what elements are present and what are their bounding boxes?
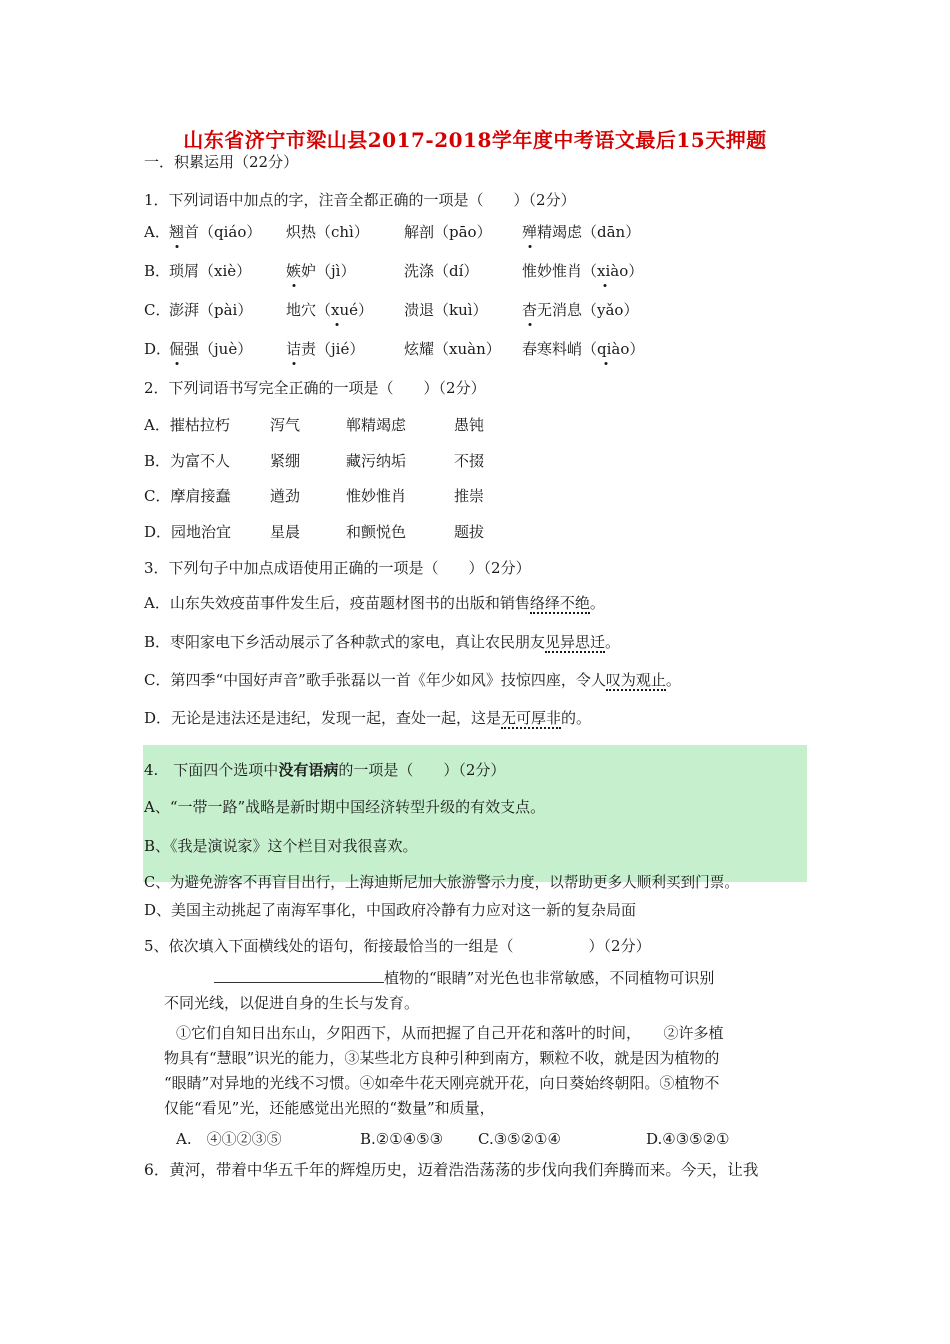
option-word: 无消息（yǎo） (537, 301, 639, 319)
dotted-char: 嫉 (286, 262, 302, 280)
option-word: 推崇 (454, 487, 485, 505)
sentence-text: A．山东失效疫苗事件发生后，疫苗题材图书的出版和销售 (144, 594, 530, 612)
option-word: C．摩肩接蠢 (144, 487, 231, 505)
option-word: 首（qiáo） (184, 223, 262, 241)
q4-option-a: A、“一带一路”战略是新时期中国经济转型升级的有效支点。 (144, 798, 546, 816)
option-word: 郸精竭虑 (346, 416, 407, 434)
option-word: 藏污纳垢 (346, 452, 407, 470)
q5-option-d: D.④③⑤②① (646, 1130, 730, 1148)
option-word: 精竭虑（dān） (537, 223, 641, 241)
stem-bold: 没有语病 (278, 761, 339, 779)
q1-option-a (144, 222, 641, 242)
option-word: 妒（jì） (301, 262, 356, 280)
option-word: A．摧枯拉朽 (144, 416, 230, 434)
option-word: D．园地治宜 (144, 523, 232, 541)
q5-option-c: C.③⑤②①④ (478, 1130, 561, 1148)
dotted-char: 诘 (286, 340, 302, 358)
option-word: 题拔 (454, 523, 485, 541)
option-word: 溃退（kuì） (404, 301, 488, 319)
option-word: 遒劲 (270, 487, 301, 505)
q6-stem: 6．黄河，带着中华五千年的辉煌历史，迈着浩浩荡荡的步伐向我们奔腾而来。今天，让我 (144, 1161, 759, 1179)
option-word: 责（jié） (301, 340, 365, 358)
sentence-text: B．枣阳家电下乡活动展示了各种款式的家电，真让农民朋友 (144, 633, 546, 651)
dotted-char: 杳 (522, 301, 538, 319)
q4-option-d: D、美国主动挑起了南海军事化，中国政府冷静有力应对这一新的复杂局面 (144, 901, 637, 919)
q5-passage-line5: “眼睛”对异地的光线不习惯。④如牵牛花天刚亮就开花，向日葵始终朝阳。⑤植物不 (164, 1074, 720, 1092)
option-word: 琐屑（xiè） (169, 262, 252, 280)
q1-stem: 1．下列词语中加点的字，注音全都正确的一项是（ ）（2分） (144, 191, 576, 209)
q3-option-b (144, 632, 620, 652)
passage-text: 植物的“眼睛”对光色也非常敏感，不同植物可识别 (384, 969, 715, 987)
option-word: 地 (286, 301, 302, 319)
dotted-idiom: 见异思迁 (545, 633, 606, 651)
q5-stem: 5、依次填入下面横线处的语句，衔接最恰当的一组是（ ）（2分） (144, 937, 651, 955)
option-word: 泻气 (270, 416, 301, 434)
option-word: 惟妙惟肖 (346, 487, 407, 505)
q5-passage-line2: 不同光线，以促进自身的生长与发育。 (164, 994, 420, 1012)
dotted-idiom: 无可厚非 (501, 709, 562, 727)
dotted-char: 穴（xué） (301, 301, 374, 319)
option-label: B． (144, 262, 171, 280)
q2-option-a (144, 415, 644, 435)
q4-option-b: B、《我是演说家》这个栏目对我很喜欢。 (144, 837, 418, 855)
q1-option-c (144, 300, 639, 320)
q4-option-c: C、为避免游客不再盲目出行，上海迪斯尼加大旅游警示力度，以帮助更多人顺利买到门票。 (144, 874, 739, 891)
option-word: 强（juè） (184, 340, 253, 358)
stem-text: 的一项是（ ）（2分） (338, 761, 506, 779)
option-word: 洗涤（dí） (404, 262, 479, 280)
q1-option-b (144, 261, 644, 281)
option-word: B．为富不人 (144, 452, 231, 470)
option-word: 不掇 (454, 452, 485, 470)
q2-stem: 2．下列词语书写完全正确的一项是（ ）（2分） (144, 379, 486, 397)
sentence-text: C．第四季“中国好声音”歌手张磊以一首《年少如风》技惊四座，令人 (144, 671, 606, 689)
dotted-idiom: 叹为观止 (605, 671, 666, 689)
q2-option-c (144, 486, 644, 506)
option-word: 紧绷 (270, 452, 301, 470)
q5-passage-line1 (214, 968, 714, 988)
q4-stem (144, 760, 505, 780)
dotted-char: 翘 (169, 223, 185, 241)
q2-option-b (144, 451, 644, 471)
sentence-end: 。 (665, 671, 681, 689)
option-label: C． (144, 301, 171, 319)
q5-passage-line3: ①它们自知日出东山，夕阳西下，从而把握了自己开花和落叶的时间， ②许多植 (176, 1024, 724, 1042)
option-word: 春寒料 (522, 340, 568, 358)
stem-text: 4. 下面四个选项中 (144, 761, 279, 779)
option-word: 惟妙惟 (522, 262, 568, 280)
q5-option-a: A. ④①②③⑤ (176, 1130, 282, 1148)
dotted-char: 峭（qiào） (567, 340, 645, 358)
answer-blank (214, 968, 384, 983)
option-word: 炽热（chì） (286, 223, 369, 241)
sentence-end: 。 (605, 633, 621, 651)
option-label: D． (144, 340, 172, 358)
page-title: 山东省济宁市梁山县2017-2018学年度中考语文最后15天押题 (183, 128, 767, 152)
option-word: 炫耀（xuàn） (404, 340, 501, 358)
option-word: 和颤悦色 (346, 523, 407, 541)
q5-option-b: B.②①④⑤③ (360, 1130, 444, 1148)
q5-passage-line6: 仅能“看见”光，还能感觉出光照的“数量”和质量， (164, 1099, 495, 1117)
sentence-end: 的。 (561, 709, 592, 727)
section-heading: 一．积累运用（22分） (144, 153, 299, 171)
sentence-text: D．无论是违法还是违纪，发现一起，查处一起，这是 (144, 709, 502, 727)
q3-option-d (144, 708, 591, 728)
dotted-char: 殚 (522, 223, 538, 241)
option-label: A． (144, 223, 170, 241)
dotted-char: 肖（xiào） (567, 262, 644, 280)
option-word: 星晨 (270, 523, 301, 541)
q5-passage-line4: 物具有“慧眼”识光的能力，③某些北方良种引种到南方，颗粒不收，就是因为植物的 (164, 1049, 720, 1067)
option-word: 愚钝 (454, 416, 485, 434)
q3-stem: 3．下列句子中加点成语使用正确的一项是（ ）（2分） (144, 559, 531, 577)
q3-option-a (144, 593, 605, 613)
q2-option-d (144, 522, 644, 542)
q1-option-d (144, 339, 645, 359)
option-word: 解剖（pāo） (404, 223, 492, 241)
sentence-end: 。 (589, 594, 605, 612)
dotted-idiom: 络绎不绝 (529, 594, 590, 612)
q3-option-c (144, 670, 681, 690)
option-word: 澎湃（pài） (169, 301, 253, 319)
dotted-char: 倔 (169, 340, 185, 358)
